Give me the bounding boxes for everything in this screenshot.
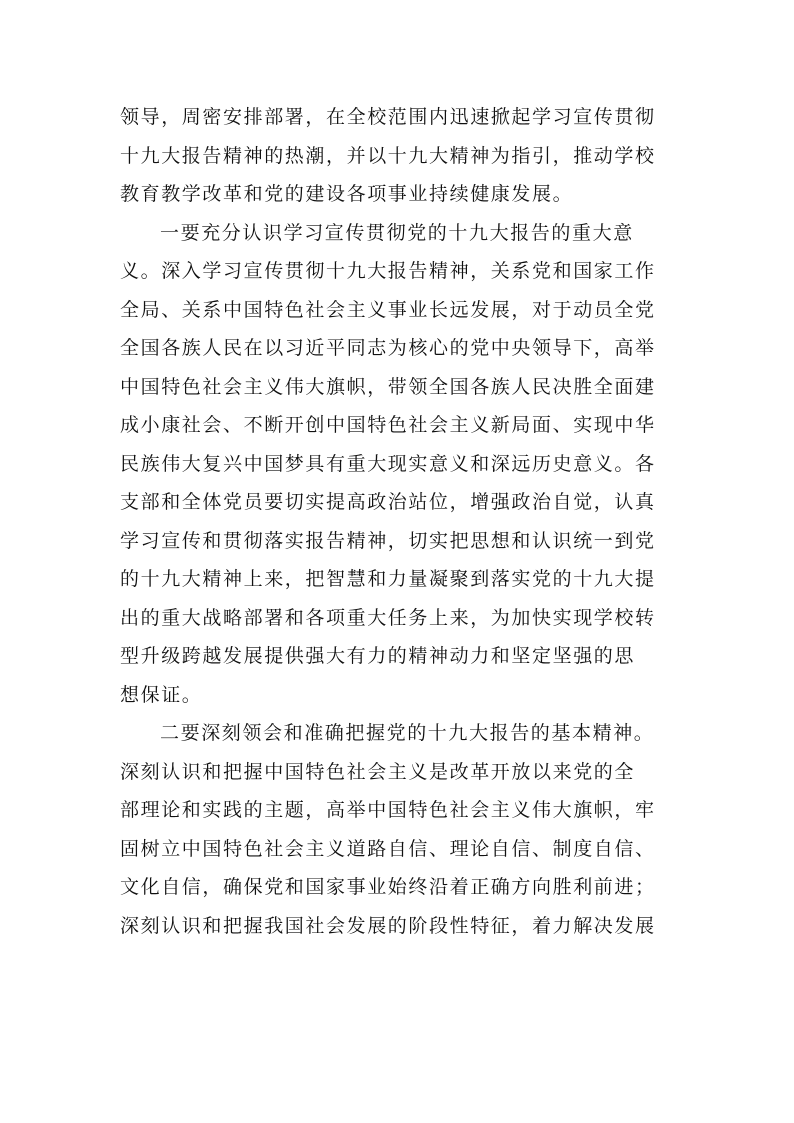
text-line-21: 文化自信，确保党和国家事业始终沿着正确方向胜利前进； xyxy=(120,876,656,898)
text-line-18: 深刻认识和把握中国特色社会主义是改革开放以来党的全 xyxy=(120,760,636,783)
body-text xyxy=(120,98,676,945)
text-line-3: 教育教学改革和党的建设各项事业持续健康发展。 xyxy=(120,183,574,205)
text-line-19: 部理论和实践的主题，高举中国特色社会主义伟大旗帜，牢 xyxy=(120,799,656,821)
text-line-7: 全国各族人民在以习近平同志为核心的党中央领导下，高举 xyxy=(120,337,656,359)
text-line-15: 型升级跨越发展提供强大有力的精神动力和坚定坚强的思 xyxy=(120,645,636,667)
text-line-11: 支部和全体党员要切实提高政治站位，增强政治自觉，认真 xyxy=(120,491,656,513)
text-line-9: 成小康社会、不断开创中国特色社会主义新局面、实现中华 xyxy=(120,414,656,436)
text-line-6: 全局、关系中国特色社会主义事业长远发展，对于动员全党 xyxy=(120,298,656,321)
text-line-4-paragraph-start: 一要充分认识学习宣传贯彻党的十九大报告的重大意 xyxy=(160,221,634,244)
text-line-5: 义。深入学习宣传贯彻十九大报告精神，关系党和国家工作 xyxy=(120,260,656,282)
text-line-13: 的十九大精神上来，把智慧和力量凝聚到落实党的十九大提 xyxy=(120,568,656,590)
text-line-16: 想保证。 xyxy=(120,683,203,706)
text-line-22: 深刻认识和把握我国社会发展的阶段性特征，着力解决发展 xyxy=(120,914,656,937)
text-line-14: 出的重大战略部署和各项重大任务上来，为加快实现学校转 xyxy=(120,606,656,629)
text-line-20: 固树立中国特色社会主义道路自信、理论自信、制度自信、 xyxy=(120,837,656,860)
text-line-10: 民族伟大复兴中国梦具有重大现实意义和深远历史意义。各 xyxy=(120,452,656,475)
text-line-1: 领导，周密安排部署，在全校范围内迅速掀起学习宣传贯彻 xyxy=(120,106,656,128)
text-line-17-paragraph-start: 二要深刻领会和准确把握党的十九大报告的基本精神。 xyxy=(160,722,655,744)
text-line-12: 学习宣传和贯彻落实报告精神，切实把思想和认识统一到党 xyxy=(120,529,656,552)
text-line-2: 十九大报告精神的热潮，并以十九大精神为指引，推动学校 xyxy=(120,144,656,167)
text-line-8: 中国特色社会主义伟大旗帜，带领全国各族人民决胜全面建 xyxy=(120,375,656,398)
